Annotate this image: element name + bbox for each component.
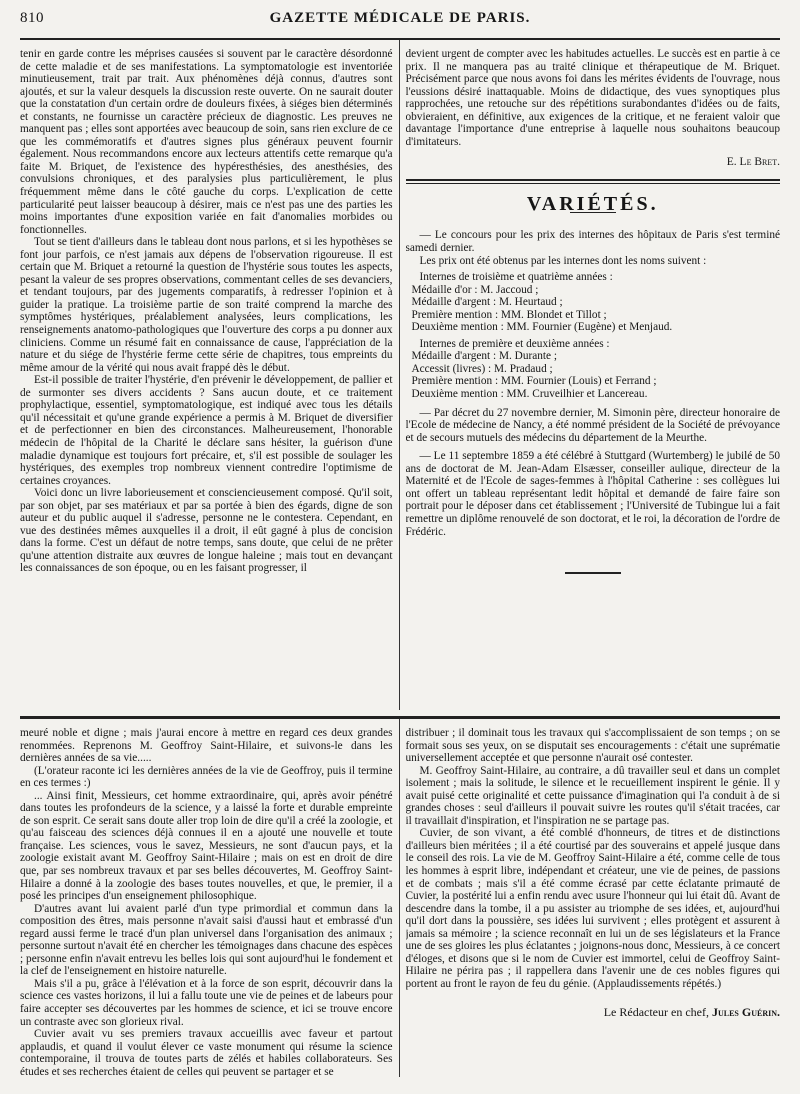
bottom-section bbox=[20, 719, 780, 1077]
news-paragraph: Les prix ont été obtenus par les internes dont les noms suivent : bbox=[419, 254, 707, 267]
editor-signoff: Le Rédacteur en chef, Jules Guérin. bbox=[603, 1005, 780, 1020]
section-double-rule bbox=[406, 179, 781, 184]
page-header bbox=[20, 10, 780, 38]
article-paragraph: Voici donc un livre laborieusement et consciencieusement composé. Qu'il soit, par son objet, par ses matériaux et par sa portée à bien des égards, digne de son auteur et du public auquel il s'adresse, personne ne le contestera. Cependant, en vue des destinées mêmes auxquelles il a droit, il eût gagné à plus de concision dans la forme. C'est un défaut de notre temps, sans doute, que celui de ne prêter qu'une attention distraite aux œuvres de longue haleine ; mais tout en devançant les connaissances de son époque, ou en les faisant progresser, il bbox=[20, 487, 393, 575]
journal-title: GAZETTE MÉDICALE DE PARIS. bbox=[269, 10, 531, 26]
bottom-left-column bbox=[20, 719, 393, 1077]
prize-entry: Médaille d'or : M. Jaccoud ; bbox=[411, 283, 539, 296]
feuilleton-paragraph: ... Ainsi finit, Messieurs, cet homme extraordinaire, qui, après avoir pénétré dans toutes les profondeurs de la science, y a laissé la forte et durable empreinte de son esprit. Ce serait sans doute aller trop loin de dire qu'il a créé la zoologie, et qu'au faisceau des sciences déjà connues il en a ajouté une nouvelle et toute française. Les sciences, vous le savez, Messieurs, ne sont d'aucun pays, et la zoologie existait avant M. Geoffroy Saint-Hilaire ; mais on est en droit de dire que, par ses nombreux travaux et par ses belles découvertes, M. Geoffroy Saint-Hilaire a donné à la zoologie des bases toutes nouvelles, et que, le premier, il a posé les principes d'un enseignement philosophique. bbox=[20, 789, 393, 903]
prize-list-1 bbox=[406, 271, 781, 334]
article-paragraph: Est-il possible de traiter l'hystérie, d'en prévenir le développement, de pallier et de surmonter ses divers accidents ? Sans aucun doute, et ce traitement prophylactique, essentiel, symptomatologique, est indiqué avec tous les détails qu'il nécessitait et qu'une grande expérience a permis à M. Briquet de diversifier et de perfectionner en bien des circonstances. Malheureusement, l'honorable médecin de l'hôpital de la Charité le déclare sans hésiter, la guérison d'une maladie dynamique est toujours fort précaire, et, s'il est possible de soulager les hystériques, des exemples trop nombreux viennent contredire l'optimisme de certaines croyances. bbox=[20, 374, 393, 487]
feuilleton-paragraph: D'autres avant lui avaient parlé d'un type primordial et commun dans la composition des êtres, mais personne n'avait saisi d'aussi haut et embrassé d'un regard aussi ferme le tracé d'un plan universel dans l'organisation des animaux ; personne surtout n'avait été en chercher les témoignages dans chacune des espèces ; personne enfin n'avait entrevu les belles lois qui sont aujourd'hui le fondement et la clef de l'enseignement en histoire naturelle. bbox=[20, 902, 393, 978]
feuilleton-paragraph: (L'orateur raconte ici les dernières années de la vie de Geoffroy, puis il termine en ces termes :) bbox=[20, 764, 393, 790]
end-rule bbox=[565, 572, 621, 574]
article-paragraph: devient urgent de compter avec les habitudes actuelles. Le succès est en partie à ce prix. Il ne manquera pas au traité clinique et thérapeutique de M. Briquet. Précisément parce que nous avons foi dans les mérites évidents de l'ouvrage, nous l'eussions désiré inattaquable. Moins de didactique, des vues synoptiques plus rapprochées, une retouche sur des répétitions surabondantes d'idées ou de faits, obvieraient, en définitive, aux exigences de la critique, et ne feraient valoir que davantage l'importance d'une entreprise à laquelle nous souhaitons beaucoup d'imitateurs. bbox=[405, 48, 780, 148]
article-paragraph: Tout se tient d'ailleurs dans le tableau dont nous parlons, et si les hypothèses se font jour parfois, ce n'est jamais aux dépens de l'observation rigoureuse. Il est certain que M. Briquet a retourné la question de l'hystérie sous toutes les aspects, pesant la valeur de ses propres observations, commentant celles de ses devanciers, et tendant toujours, par des jugements comparatifs, à redresser l'opinion et à guider la pratique. La troisième partie de son traité comprend la marche des symptômes hystériques, préalablement analysées, leurs complications, les renseignements anatomo-pathologiques que l'ouverture des corps a pu donner aux cliniciens. Comme un résumé fait en connaissance de cause, l'appréciation de la nature et du siége de l'hystérie ferme cette série de chapitres, tous empreints du même amour de la vérité qui nous avait frappé dès le début. bbox=[20, 236, 393, 374]
top-section bbox=[20, 40, 780, 710]
prize-list-2 bbox=[406, 338, 781, 401]
prize-entry: Médaille d'argent : M. Heurtaud ; bbox=[411, 296, 563, 309]
varietes-heading: VARIÉTÉS. bbox=[526, 192, 659, 215]
feuilleton-paragraph: Cuvier, de son vivant, a été comblé d'honneurs, de titres et de distinctions d'ailleurs bien méritées ; il a été courtisé par des souverains et appelé jusque dans le conseil des rois. La vie de M. Geoffroy Saint-Hilaire a été, comme celle de tous les hommes à esprit libre, indépendant et créateur, une vie de peines, de passions et de combats ; mais s'il a été comme écrasé par cette éclatante primauté de Cuvier, la postérité lui a enfin rendu avec usure l'honneur qui lui était dû. Avant de descendre dans la tombe, il a pu assister au triomphe de ses idées, et, aujourd'hui qu'il dort dans la poussière, ses idées lui survivent ; elles protègent et assurent à jamais sa mémoire ; la science reconnaît en lui un de ses législateurs et la France une de ses gloires les plus éclatantes ; joignons-nous donc, Messieurs, à ce concert d'éloges, et disons que si le nom de Cuvier est immortel, celui de Geoffroy Saint-Hilaire ne périra pas ; il rappellera dans l'avenir une de ces nobles figures qui portent au front le rayon de feu du génie. (Applaudissements répétés.) bbox=[405, 827, 780, 990]
feuilleton-paragraph: Cuvier avait vu ses premiers travaux accueillis avec faveur et partout applaudis, et quand il voulut élever ce vaste monument qui résume la science contemporaine, il trouva de toutes parts de zélés et habiles collaborateurs. Ses études et ses recherches étaient de celles qui peuvent se partager et se bbox=[20, 1028, 393, 1077]
prize-entry: Médaille d'argent : M. Durante ; bbox=[411, 350, 558, 363]
top-left-column bbox=[20, 40, 393, 710]
column-divider bbox=[399, 719, 400, 1077]
article-paragraph: tenir en garde contre les méprises causées si souvent par le caractère désordonné de cette maladie et de ses manifestations. La symptomatologie est inventoriée minutieusement, trait par trait. Aux phénomènes déjà connus, d'autres sont ajoutés, et sur la valeur desquels la discussion reste ouverte. On ne saurait douter que la constatation d'un certain ordre de douleurs fixées, à siéges bien déterminés et constants, ne fournisse un caractère précieux de diagnostic. Les preuves ne manquent pas ; elles sont apportées avec beaucoup de soin, sans rien exclure de ce que les commémoratifs et d'autres signes plus généraux peuvent fournir également. Nous recommandons encore aux lecteurs attentifs cette remarque qu'a faite M. Briquet, de l'existence des hypéresthésies, des anesthésies, des convulsions chroniques, et des paralysies plus particulièrement, le plus fréquemment même dans le côté gauche du corps. L'explication de cette particularité peut laisser beaucoup à désirer, mais ce n'est pas une des parties les moins importantes d'une exposition variée en fait d'anomalies morbides ou fonctionnelles. bbox=[20, 48, 393, 236]
prize-entry: Deuxième mention : MM. Cruveilhier et Lancereau. bbox=[411, 388, 648, 401]
news-paragraph: — Par décret du 27 novembre dernier, M. Simonin père, directeur honoraire de l'Ecole de médecine de Nancy, a été nommé président de la Société de prévoyance et de secours mutuels des médecins du département de la Meurthe. bbox=[405, 406, 780, 444]
top-right-column bbox=[406, 40, 781, 710]
article-signature: E. Le Bret. bbox=[726, 156, 780, 169]
news-paragraph: — Le 11 septembre 1859 a été célébré à Stuttgard (Wurtemberg) le jubilé de 50 ans de doctorat de M. Jean-Adam Elsæsser, conseiller aulique, directeur de la Maternité et de l'Ecole de sages-femmes à l'hôpital Catherine : ses collègues lui ont offert un tableau représentant ledit hôpital et demandé de faire faire son portrait pour le déposer dans cet établissement ; l'Université de Tubingue lui a fait remettre un diplôme renouvelé de son doctorat, et le roi, la décoration de l'ordre de Frédéric. bbox=[405, 450, 780, 538]
prize-entry: Première mention : MM. Fournier (Louis) et Ferrand ; bbox=[411, 375, 657, 388]
feuilleton-paragraph: meuré noble et digne ; mais j'aurai encore à mettre en regard ces deux grandes renommées. Reprenons M. Geoffroy Saint-Hilaire, et suivons-le dans les dernières années de sa vie..... bbox=[20, 727, 393, 765]
prize-group-title: Internes de troisième et quatrième années : bbox=[419, 271, 613, 284]
prize-entry: Première mention : MM. Blondet et Tillot ; bbox=[411, 308, 607, 321]
prize-entry: Accessit (livres) : M. Pradaud ; bbox=[411, 362, 553, 375]
news-paragraph: — Le concours pour les prix des internes des hôpitaux de Paris s'est terminé samedi dernier. bbox=[405, 229, 780, 255]
feuilleton-paragraph: distribuer ; il dominait tous les travaux qui s'accomplissaient de son temps ; on se formait sous ses yeux, on se disputait ses encouragements : c'était une suprématie universellement acceptée et que personne n'aurait osé contester. bbox=[405, 727, 780, 765]
prize-group-title: Internes de première et deuxième années : bbox=[419, 337, 610, 350]
feuilleton-paragraph: Mais s'il a pu, grâce à l'élévation et à la force de son esprit, découvrir dans la science ces vastes horizons, il lui a fallu toute une vie de peines et de labeurs pour faire accepter ses découvertes par les hommes de science, et ici se trouve encore un contraste avec son glorieux rival. bbox=[20, 977, 393, 1028]
prize-entry: Deuxième mention : MM. Fournier (Eugène) et Menjaud. bbox=[411, 321, 673, 334]
page-number: 810 bbox=[20, 10, 44, 26]
feuilleton-paragraph: M. Geoffroy Saint-Hilaire, au contraire, a dû travailler seul et dans un complet isolement ; mais la solitude, le silence et le recueillement inspirent le génie. Il y avait puisé cette originalité et cette puissance d'imagination qui l'a conduit à de si grandes choses : seul d'ailleurs il pouvait suivre les routes qu'il s'était tracées, car il travaillait d'inspiration, et l'inspiration ne se partage pas. bbox=[405, 764, 780, 827]
bottom-right-column bbox=[406, 719, 781, 1077]
column-divider bbox=[399, 40, 400, 710]
